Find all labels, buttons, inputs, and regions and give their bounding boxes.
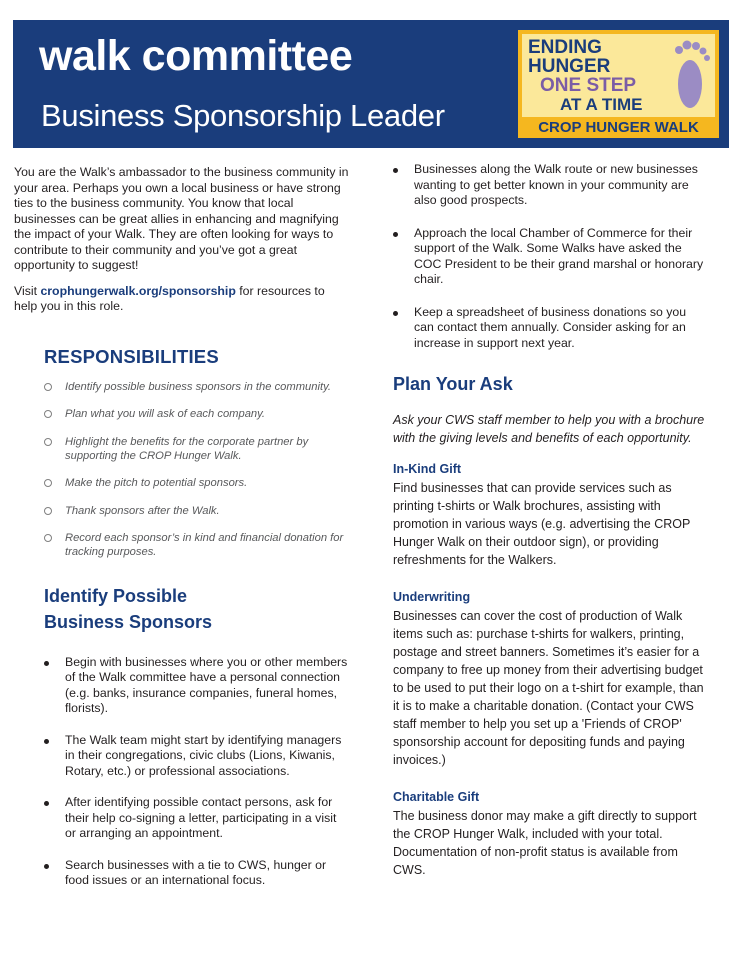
intro-paragraph: You are the Walk’s ambassador to the business community in your area. Perhaps you own a local business or have strong ties to the business community. You know that local businesses can be great allies in enhancing and magnifying the impact of your Walk. They are often looking for ways to contribute to their community and you’ve got a great opportunity to suggest!: [14, 165, 349, 272]
logo-text-one-step: ONE STEP: [540, 75, 637, 96]
list-item: Keep a spreadsheet of business donations so you can contact them annually. Consider asking for an increase in support next year.: [393, 305, 707, 352]
sponsorship-link[interactable]: crophungerwalk.org/sponsorship: [40, 283, 236, 298]
left-column: [14, 165, 350, 905]
inkind-heading: In-Kind Gift: [393, 461, 462, 476]
identify-bullets: [14, 655, 350, 889]
list-item: Begin with businesses where you or other members of the Walk committee have a personal connection (e.g. banks, insurance companies, funeral homes, florists).: [14, 655, 350, 717]
list-item: The Walk team might start by identifying managers in their congregations, civic clubs (Lions, Kiwanis, Rotary, etc.) or professional associations.: [14, 733, 350, 780]
responsibility-item: Identify possible business sponsors in the community.: [14, 380, 350, 394]
responsibility-item: Highlight the benefits for the corporate partner by supporting the CROP Hunger Walk.: [14, 435, 350, 463]
plan-your-ask-heading: Plan Your Ask: [393, 374, 513, 394]
visit-prefix: Visit: [14, 283, 41, 298]
list-item: Approach the local Chamber of Commerce for their support of the Walk. Some Walks have asked the COC President to be their grand marshal or honorary chair.: [393, 226, 707, 288]
responsibility-item: Record each sponsor’s in kind and financial donation for tracking purposes.: [14, 531, 350, 559]
logo-bar-crop-hunger-walk: CROP HUNGER WALK: [518, 117, 719, 138]
logo-text-hunger: HUNGER: [528, 56, 611, 77]
logo-text-at-a-time: AT A TIME: [560, 95, 643, 114]
charitable-heading: Charitable Gift: [393, 789, 480, 804]
logo-text-ending: ENDING: [528, 37, 602, 58]
identify-heading-line1: Identify Possible: [44, 585, 188, 606]
plan-intro: Ask your CWS staff member to help you with a brochure with the giving levels and benefits of each opportunity.: [393, 412, 705, 445]
page-title: walk committee: [39, 32, 353, 80]
list-item: After identifying possible contact persons, ask for their help co-signing a letter, participating in a visit or arranging an appointment.: [14, 795, 350, 842]
responsibility-item: Plan what you will ask of each company.: [14, 407, 350, 421]
list-item: Search businesses with a tie to CWS, hunger or food issues or an international focus.: [14, 858, 350, 889]
underwriting-heading: Underwriting: [393, 589, 471, 604]
inkind-body: Find businesses that can provide services such as printing t-shirts or Walk brochures, assisting with promotion in various ways (e.g. advertising the CROP Hunger Walk on their outdoor sign), or providing refreshments for the Walkers.: [393, 480, 691, 567]
responsibility-item: Thank sponsors after the Walk.: [14, 504, 350, 518]
visit-paragraph: [14, 284, 350, 315]
responsibilities-list: [14, 380, 350, 559]
page-subtitle: Business Sponsorship Leader: [41, 98, 445, 133]
header-banner: [13, 20, 729, 148]
crop-hunger-walk-logo: [518, 30, 719, 138]
list-item: Businesses along the Walk route or new businesses wanting to get better known in your community are also good prospects.: [393, 162, 707, 209]
visit-suffix: for resources to help you in this role.: [14, 283, 325, 313]
identify-sponsors-heading: [44, 583, 350, 635]
prospect-bullets: [393, 162, 707, 351]
charitable-body: The business donor may make a gift directly to support the CROP Hunger Walk, included with your total. Documentation of non-profit status is available from CWS.: [393, 808, 697, 877]
identify-heading-line2: Business Sponsors: [44, 611, 213, 632]
underwriting-body: Businesses can cover the cost of production of Walk items such as: purchase t-shirts for walkers, printing, postage and street banners. Sometimes it’s easier for a company to free up money from their advertising budget to be used to put their logo on a t-shirt for example, than it is to make a charitable donation. (Contact your CWS staff member to help you set up a 'Friends of CROP' sponsorship account for depositing funds and paying invoices.): [393, 608, 704, 767]
responsibilities-heading: RESPONSIBILITIES: [44, 345, 219, 367]
responsibility-item: Make the pitch to potential sponsors.: [14, 476, 350, 490]
right-column: [393, 162, 707, 899]
footprint-icon: [669, 34, 711, 112]
